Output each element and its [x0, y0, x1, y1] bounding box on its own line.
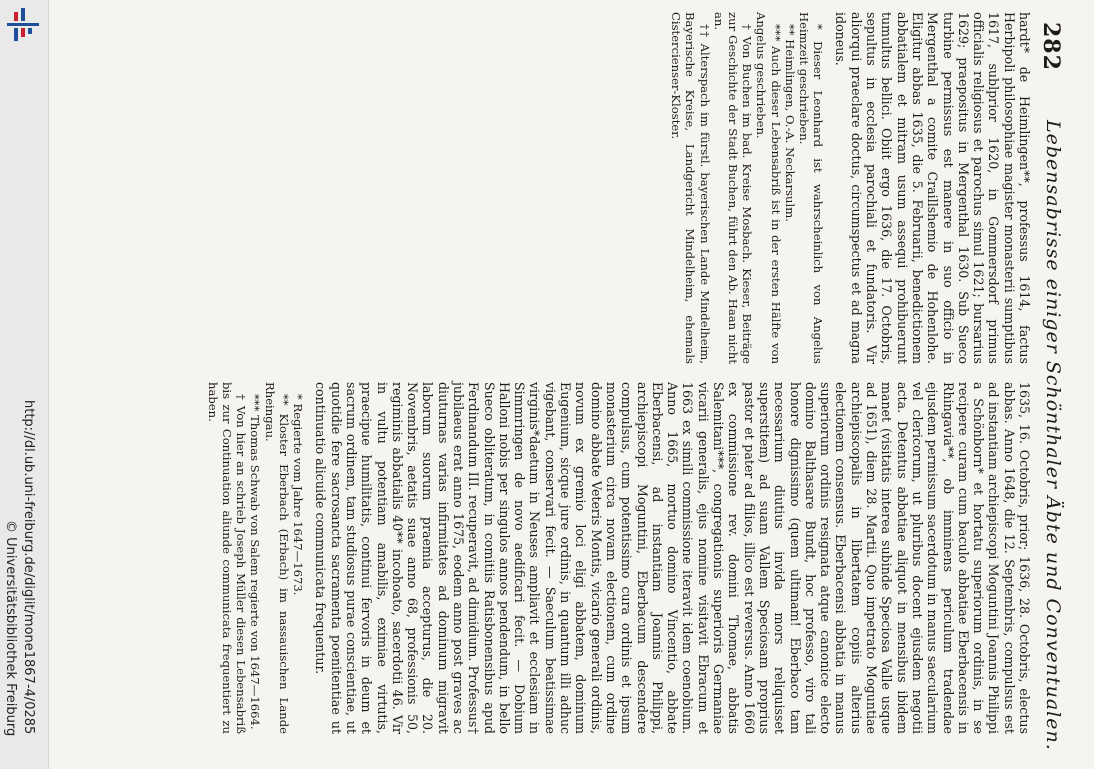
footnote: * Dieser Leonhard ist wahrscheinlich von Angelus Heimzeit geschrieben. [796, 12, 826, 364]
scanned-page [52, 0, 1094, 769]
footnote: *** Auch dieser Lebensabriß ist in der ersten Hälfte von Angelus geschrieben. [754, 12, 783, 364]
left-footnotes [669, 12, 825, 364]
footnote: † Von Buchen im bad. Kreise Mosbach. Kieser, Beiträge zur Geschichte der Stadt Buchen, führt den Ab. Haan nicht an. [711, 12, 755, 364]
right-paragraph: 1635, 16. Octobris, prior; 1636, 28. Octobris, electus abbas. Anno 1648, die 12. Septembris, compulsus est ad instantiam archiepiscopi Moguntini Joannis Philippi a Schönborn* et hortatu superiorum ordinis, in se recipere curam cum baculo abbatiae Eberbacensis in Rhingavia**, ob imminens periculum tradendae ejusdem permissum sacerdotum in manus saecularium vel clericorum, ut pluribus docent ejusdem negotii acta. Detentus abbatiae aliquot in mensibus ibidem manet (visitatis interea subinde Speciosa Valle usque ad 1651), diem 28. Martii. Quo impetrato Moguntiae archiepiscopalis in libertatem copiis alterius electionem consensus. Eberbacensi abbatia in manus superiorum ordinis resignata atque canonice electo domino Balthasare Bundt, hoc professo, viro tali honore dignissimo (quem ultimam! Eberbaco tam necessarium diutius invida mors reliquisset superstitem) ad suam Vallem Speciosam proprius pastor et pater ad filios, illico est reversus. Anno 1660 ex commissione rev. domini Thomae, abbatis Salemitani***, congregationis superioris Germaniae vicarii generalis, ejus nomine visitavit Ebracum et 1663 ex simili commissione iteravit idem coenobium. Anno 1665, mortuo domino Vincentio, abbate Eberbacensi, ad instantiam Joannis Philippi, archiepiscopi Moguntini, Eberbacum descendere compulsus, cum potentissimo cura ordinis et ipsum monasterium circa novam electionem, cum ordine domino abbate Veteris Montis, vicario generali ordinis, novum ex gremio loci eligi abbatem, dominum Eugenium, sicque jure ordinis, in quantum illi adhuc vigebant, conservari fecit. — Saeculum beatissimae virginis*daetum in Neuses ampliavit et ecclesiam in Simmringen de novo aedificari fecit. — Dobium Halloni nobis per singulos annos pendendum, in bello Sueco obliteratum, in comitiis Ratisbonensibus apud Ferdinandum III. recuperavit, ad dimidium. Professus† jubilaeus erat anno 1675, eodem anno post graves ac diuturnas varias infirmitates ad dominum migravit laborum suorum praemia accepturus, die 20. Novembris, aetatis suae anno 68, professionis 50, regiminis abbatialis 40** incohoato, sacerdotii 46. Vir in vultu potentiam amabilis, eximiae virtutis, praecipue humilitatis, continui fervoris in deum et sacrum ordinem, tam studiosus purae conscientiae, ut quotidie fere sacrosancta sacramenta poenitentiae ut continuatio alicuide communicata frequentur. [313, 382, 1032, 734]
footnote: ** Heimlingen, O.-A. Neckarsulm. [782, 24, 797, 222]
running-head: Lebensabrisse einiger Schönthaler Äbte und Conventualen. [1042, 120, 1064, 751]
right-footnotes [206, 382, 305, 734]
footnote: † Von hier an schrieb Joseph Müller diesen Lebensabriß bis zur Continuation aliunde communicata frequentiert zu haben. [205, 382, 249, 734]
footnote: †† Alterspach im fürstl. bayerischen Lande Mindelheim, Bayerische Kreise, Landgericht Mindelheim, ehemals Cistercienser-Kloster. [669, 12, 712, 364]
footnote: ** Kloster Eberbach (Erbach) im nassauischen Lande Rheingau. [262, 382, 291, 734]
page-content [52, 0, 1094, 769]
right-column [206, 382, 1032, 734]
left-paragraph: hardt* de Heimlingen**, professus 1614, factus Herbipoli philosophiae magister monasterii sumptibus 1617, sublprior 1620, in Gommersdorf primus officialis religiosus et parochus simul 1621; bursarius 1629; praepositus in Mergenthal 1630. Sub Sueco turbine permissus est manere in suo officio in Mergenthal a comite Craillshemio de Hohenlohe. Eligitur abbas 1635, die 5. Februarii, benedictionem abbatialem et mitram usum assequi prohibuerunt tumultus bellici. Obiit ergo 1636, die 17. Octobris, sepultus in ecclesia parochiali et fundatoris. Vir aliorqui praeclare doctus, circumspectus et ad magna idoneus. [833, 12, 1032, 364]
document-url-link[interactable]: http://dl.ub.uni-freiburg.de/diglit/mone1867-4/0285 [21, 400, 36, 735]
viewer-sidebar [0, 0, 49, 769]
copyright-notice: © Universitätsbibliothek Freiburg [3, 520, 18, 737]
footnote: *** Thomas Schwab von Salem regierte von 1647—1664. [248, 394, 263, 730]
footnote: * Regierte vom Jahre 1647—1673. [291, 394, 306, 596]
left-column [669, 12, 1032, 364]
page-number: 282 [1038, 22, 1064, 71]
ub-freiburg-logo-icon[interactable] [5, 6, 41, 44]
